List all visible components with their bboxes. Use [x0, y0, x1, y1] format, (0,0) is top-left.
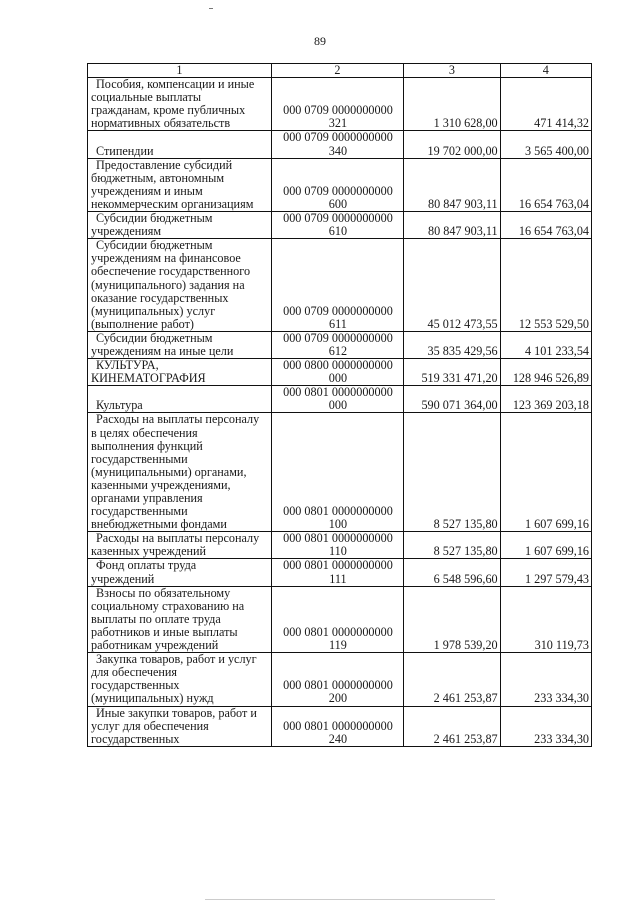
row-amount-planned: 2 461 253,87 [404, 653, 500, 706]
description-line: Культура [96, 398, 143, 413]
row-description [88, 559, 272, 586]
description-line: Стипендии [96, 143, 154, 158]
code-line: 000 0801 0000000000 [283, 678, 393, 693]
row-amount-planned: 1 310 628,00 [404, 78, 500, 131]
budget-table [87, 63, 592, 747]
row-code [271, 706, 403, 746]
row-code [271, 559, 403, 586]
column-header-3: 3 [404, 64, 500, 78]
row-description [88, 212, 272, 239]
table-row [88, 706, 592, 746]
row-description [88, 413, 272, 532]
scan-bottom-edge [205, 899, 495, 900]
code-line: 240 [328, 731, 348, 746]
description-line: (муниципального) задания на [91, 277, 245, 292]
row-description [88, 158, 272, 211]
row-amount-executed: 123 369 203,18 [500, 386, 591, 413]
row-description [88, 706, 272, 746]
row-code [271, 78, 403, 131]
description-line: выполнения функций [91, 438, 203, 453]
table-row [88, 212, 592, 239]
row-amount-executed: 310 119,73 [500, 586, 591, 652]
code-line: 000 0709 0000000000 [283, 330, 393, 345]
table-row [88, 413, 592, 532]
table-header-row [88, 64, 592, 78]
row-description [88, 653, 272, 706]
description-line: внебюджетными фондами [91, 517, 227, 532]
row-amount-planned: 6 548 596,60 [404, 559, 500, 586]
row-description [88, 586, 272, 652]
code-line: 110 [329, 544, 347, 559]
table-row [88, 653, 592, 706]
description-line: учреждениям на финансовое [91, 251, 241, 266]
scan-mark [209, 8, 213, 9]
description-line: государственными [91, 451, 188, 466]
code-line: 000 [328, 371, 348, 386]
description-line: учреждениям и иным [91, 183, 203, 198]
code-line: 610 [328, 224, 348, 239]
row-amount-executed: 128 946 526,89 [500, 359, 591, 386]
row-amount-executed: 233 334,30 [500, 653, 591, 706]
description-line: Пособия, компенсации и иные [96, 77, 255, 92]
code-line: 000 0801 0000000000 [283, 558, 393, 573]
row-amount-executed: 233 334,30 [500, 706, 591, 746]
row-amount-planned: 590 071 364,00 [404, 386, 500, 413]
row-amount-executed: 1 607 699,16 [500, 413, 591, 532]
description-line: Расходы на выплаты персоналу [96, 531, 260, 546]
table-row [88, 386, 592, 413]
code-line: 000 0801 0000000000 [283, 531, 393, 546]
description-line: учреждений [91, 571, 155, 586]
table-row [88, 158, 592, 211]
row-amount-planned: 35 835 429,56 [404, 331, 500, 358]
description-line: Фонд оплаты труда [96, 558, 197, 573]
description-line: нормативных обязательств [91, 116, 231, 131]
description-line: для обеспечения [91, 665, 178, 680]
row-description [88, 78, 272, 131]
row-amount-executed: 16 654 763,04 [500, 212, 591, 239]
code-line: 200 [328, 691, 348, 706]
row-amount-planned: 19 702 000,00 [404, 131, 500, 158]
row-code [271, 532, 403, 559]
row-code [271, 239, 403, 332]
table-row [88, 331, 592, 358]
code-line: 000 0801 0000000000 [283, 504, 393, 519]
row-code [271, 653, 403, 706]
description-line: казенными учреждениями, [91, 477, 231, 492]
code-line: 000 0801 0000000000 [283, 718, 393, 733]
code-line: 340 [328, 143, 348, 158]
description-line: Взносы по обязательному [96, 585, 231, 600]
code-line: 000 0709 0000000000 [283, 303, 393, 318]
description-line: социальному страхованию на [91, 598, 245, 613]
code-line: 100 [328, 517, 348, 532]
row-amount-planned: 8 527 135,80 [404, 413, 500, 532]
code-line: 611 [329, 316, 347, 331]
description-line: социальные выплаты [91, 90, 202, 105]
description-line: Предоставление субсидий [96, 157, 233, 172]
description-line: оказание государственных [91, 290, 229, 305]
code-line: 600 [328, 196, 348, 211]
description-line: выплаты по оплате труда [91, 611, 221, 626]
row-code [271, 359, 403, 386]
description-line: гражданам, кроме публичных [91, 103, 246, 118]
description-line: КУЛЬТУРА, [96, 358, 159, 373]
row-description [88, 331, 272, 358]
table-row [88, 359, 592, 386]
table-row [88, 586, 592, 652]
description-line: КИНЕМАТОГРАФИЯ [91, 371, 206, 386]
row-code [271, 586, 403, 652]
row-code [271, 331, 403, 358]
row-code [271, 131, 403, 158]
row-amount-planned: 2 461 253,87 [404, 706, 500, 746]
row-code [271, 386, 403, 413]
table-row [88, 532, 592, 559]
row-amount-planned: 45 012 473,55 [404, 239, 500, 332]
page-number: 89 [314, 34, 326, 48]
row-description [88, 359, 272, 386]
row-amount-executed: 1 607 699,16 [500, 532, 591, 559]
description-line: Иные закупки товаров, работ и [96, 705, 257, 720]
row-code [271, 158, 403, 211]
description-line: работникам учреждений [91, 638, 219, 653]
description-line: работников и иные выплаты [91, 624, 238, 639]
row-amount-executed: 12 553 529,50 [500, 239, 591, 332]
description-line: в целях обеспечения [91, 425, 198, 440]
description-line: учреждениям на иные цели [91, 343, 234, 358]
code-line: 000 [328, 398, 348, 413]
table-row [88, 239, 592, 332]
code-line: 000 0801 0000000000 [283, 624, 393, 639]
description-line: Субсидии бюджетным [96, 211, 213, 226]
row-amount-planned: 519 331 471,20 [404, 359, 500, 386]
row-amount-planned: 80 847 903,11 [404, 212, 500, 239]
row-code [271, 413, 403, 532]
row-code [271, 212, 403, 239]
table-row [88, 559, 592, 586]
description-line: (муниципальными) органами, [91, 464, 247, 479]
row-amount-executed: 471 414,32 [500, 78, 591, 131]
code-line: 000 0801 0000000000 [283, 385, 393, 400]
row-description [88, 386, 272, 413]
description-line: Субсидии бюджетным [96, 330, 213, 345]
row-amount-planned: 1 978 539,20 [404, 586, 500, 652]
row-amount-executed: 4 101 233,54 [500, 331, 591, 358]
row-amount-executed: 1 297 579,43 [500, 559, 591, 586]
description-line: учреждениям [91, 224, 162, 239]
code-line: 000 0709 0000000000 [283, 130, 393, 145]
description-line: Субсидии бюджетным [96, 238, 213, 253]
description-line: (муниципальных) нужд [91, 691, 214, 706]
description-line: органами управления [91, 491, 203, 505]
code-line: 000 0800 0000000000 [283, 358, 393, 373]
code-line: 000 0709 0000000000 [283, 211, 393, 226]
description-line: бюджетным, автономным [91, 170, 225, 185]
code-line: 321 [328, 116, 348, 131]
description-line: государственными [91, 504, 188, 519]
code-line: 119 [329, 638, 347, 653]
table-row [88, 131, 592, 158]
code-line: 612 [328, 343, 348, 358]
row-amount-executed: 3 565 400,00 [500, 131, 591, 158]
description-line: услуг для обеспечения [91, 718, 209, 733]
description-line: государственных [91, 678, 180, 693]
row-amount-planned: 80 847 903,11 [404, 158, 500, 211]
description-line: некоммерческим организациям [91, 196, 254, 211]
description-line: Закупка товаров, работ и услуг [96, 652, 257, 667]
column-header-1: 1 [88, 64, 272, 78]
description-line: казенных учреждений [91, 544, 207, 559]
description-line: обеспечение государственного [91, 264, 251, 279]
column-header-4: 4 [500, 64, 591, 78]
row-description [88, 131, 272, 158]
row-description [88, 532, 272, 559]
row-amount-planned: 8 527 135,80 [404, 532, 500, 559]
row-description [88, 239, 272, 332]
description-line: (выполнение работ) [91, 316, 194, 331]
row-amount-executed: 16 654 763,04 [500, 158, 591, 211]
code-line: 000 0709 0000000000 [283, 103, 393, 118]
description-line: Расходы на выплаты персоналу [96, 412, 260, 427]
table-row [88, 78, 592, 131]
column-header-2: 2 [271, 64, 403, 78]
description-line: государственных [91, 731, 180, 746]
code-line: 111 [329, 571, 347, 586]
code-line: 000 0709 0000000000 [283, 183, 393, 198]
description-line: (муниципальных) услуг [91, 303, 216, 318]
